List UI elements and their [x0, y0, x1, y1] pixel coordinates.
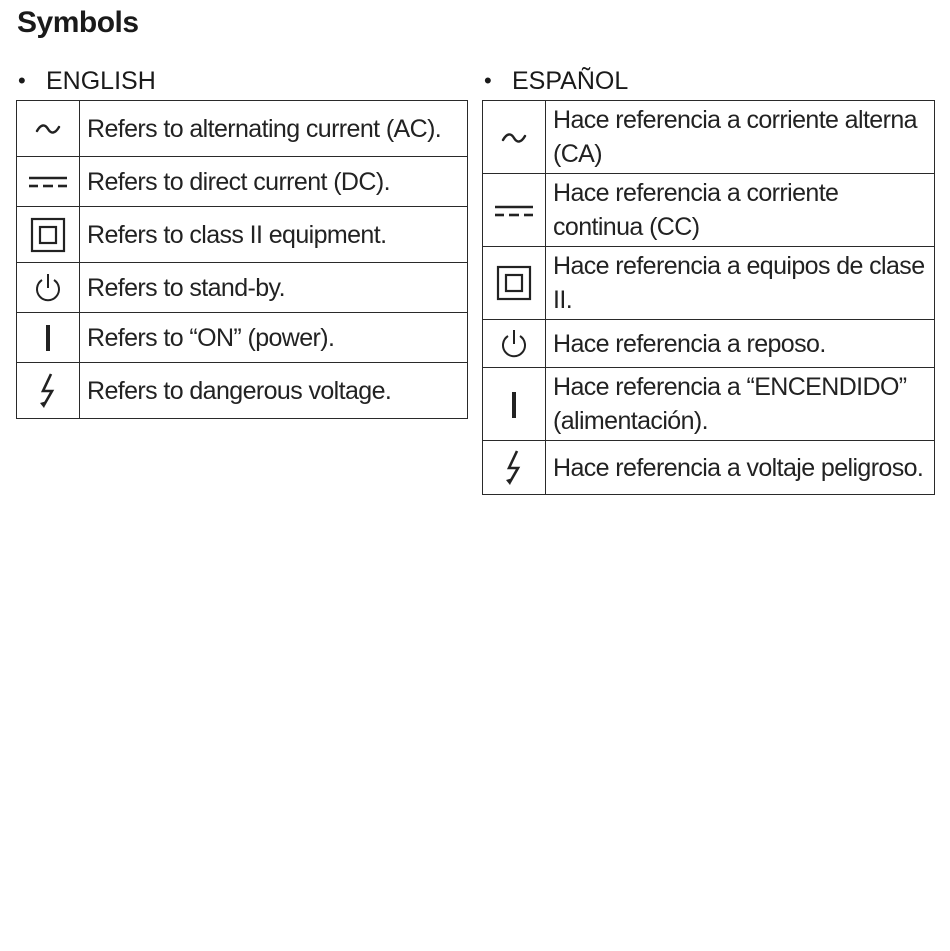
bullet-icon: • — [484, 68, 492, 93]
symbol-description: Refers to class II equipment. — [80, 207, 468, 263]
english-section — [16, 62, 468, 419]
table-row — [483, 174, 935, 247]
bullet-icon: • — [18, 68, 26, 93]
symbol-description: Refers to dangerous voltage. — [80, 363, 468, 419]
standby-icon — [33, 272, 63, 304]
alternating-current-icon — [501, 131, 527, 145]
symbol-description: Refers to stand-by. — [80, 263, 468, 313]
table-row — [17, 363, 468, 419]
table-row — [17, 157, 468, 207]
alternating-current-icon — [35, 122, 61, 136]
symbol-description: Hace referencia a corriente alterna (CA) — [546, 101, 935, 174]
dangerous-voltage-icon — [36, 372, 60, 410]
symbol-description: Hace referencia a reposo. — [546, 320, 935, 368]
english-heading-label: ENGLISH — [46, 67, 156, 95]
symbol-description: Hace referencia a corriente continua (CC) — [546, 174, 935, 247]
spanish-heading-label: ESPAÑOL — [512, 67, 629, 95]
power-on-icon — [509, 391, 519, 419]
symbol-description: Hace referencia a “ENCENDIDO” (alimentación). — [546, 368, 935, 441]
spanish-heading — [482, 62, 935, 100]
dangerous-voltage-icon — [502, 449, 526, 487]
english-symbols-table — [16, 100, 468, 419]
table-row — [17, 207, 468, 263]
symbol-description: Refers to alternating current (AC). — [80, 101, 468, 157]
table-row — [17, 101, 468, 157]
table-row — [483, 368, 935, 441]
english-heading — [16, 62, 468, 100]
spanish-section — [482, 62, 935, 495]
standby-icon — [499, 328, 529, 360]
symbol-description: Hace referencia a equipos de clase II. — [546, 247, 935, 320]
class-ii-equipment-icon — [30, 217, 66, 253]
symbol-description: Hace referencia a voltaje peligroso. — [546, 441, 935, 495]
table-row — [483, 101, 935, 174]
table-row — [17, 263, 468, 313]
power-on-icon — [43, 324, 53, 352]
spanish-symbols-table — [482, 100, 935, 495]
page-title: Symbols — [17, 6, 139, 39]
table-row — [17, 313, 468, 363]
symbol-description: Refers to “ON” (power). — [80, 313, 468, 363]
table-row — [483, 320, 935, 368]
table-row — [483, 247, 935, 320]
symbol-description: Refers to direct current (DC). — [80, 157, 468, 207]
direct-current-icon — [494, 204, 534, 218]
class-ii-equipment-icon — [496, 265, 532, 301]
table-row — [483, 441, 935, 495]
direct-current-icon — [28, 175, 68, 189]
